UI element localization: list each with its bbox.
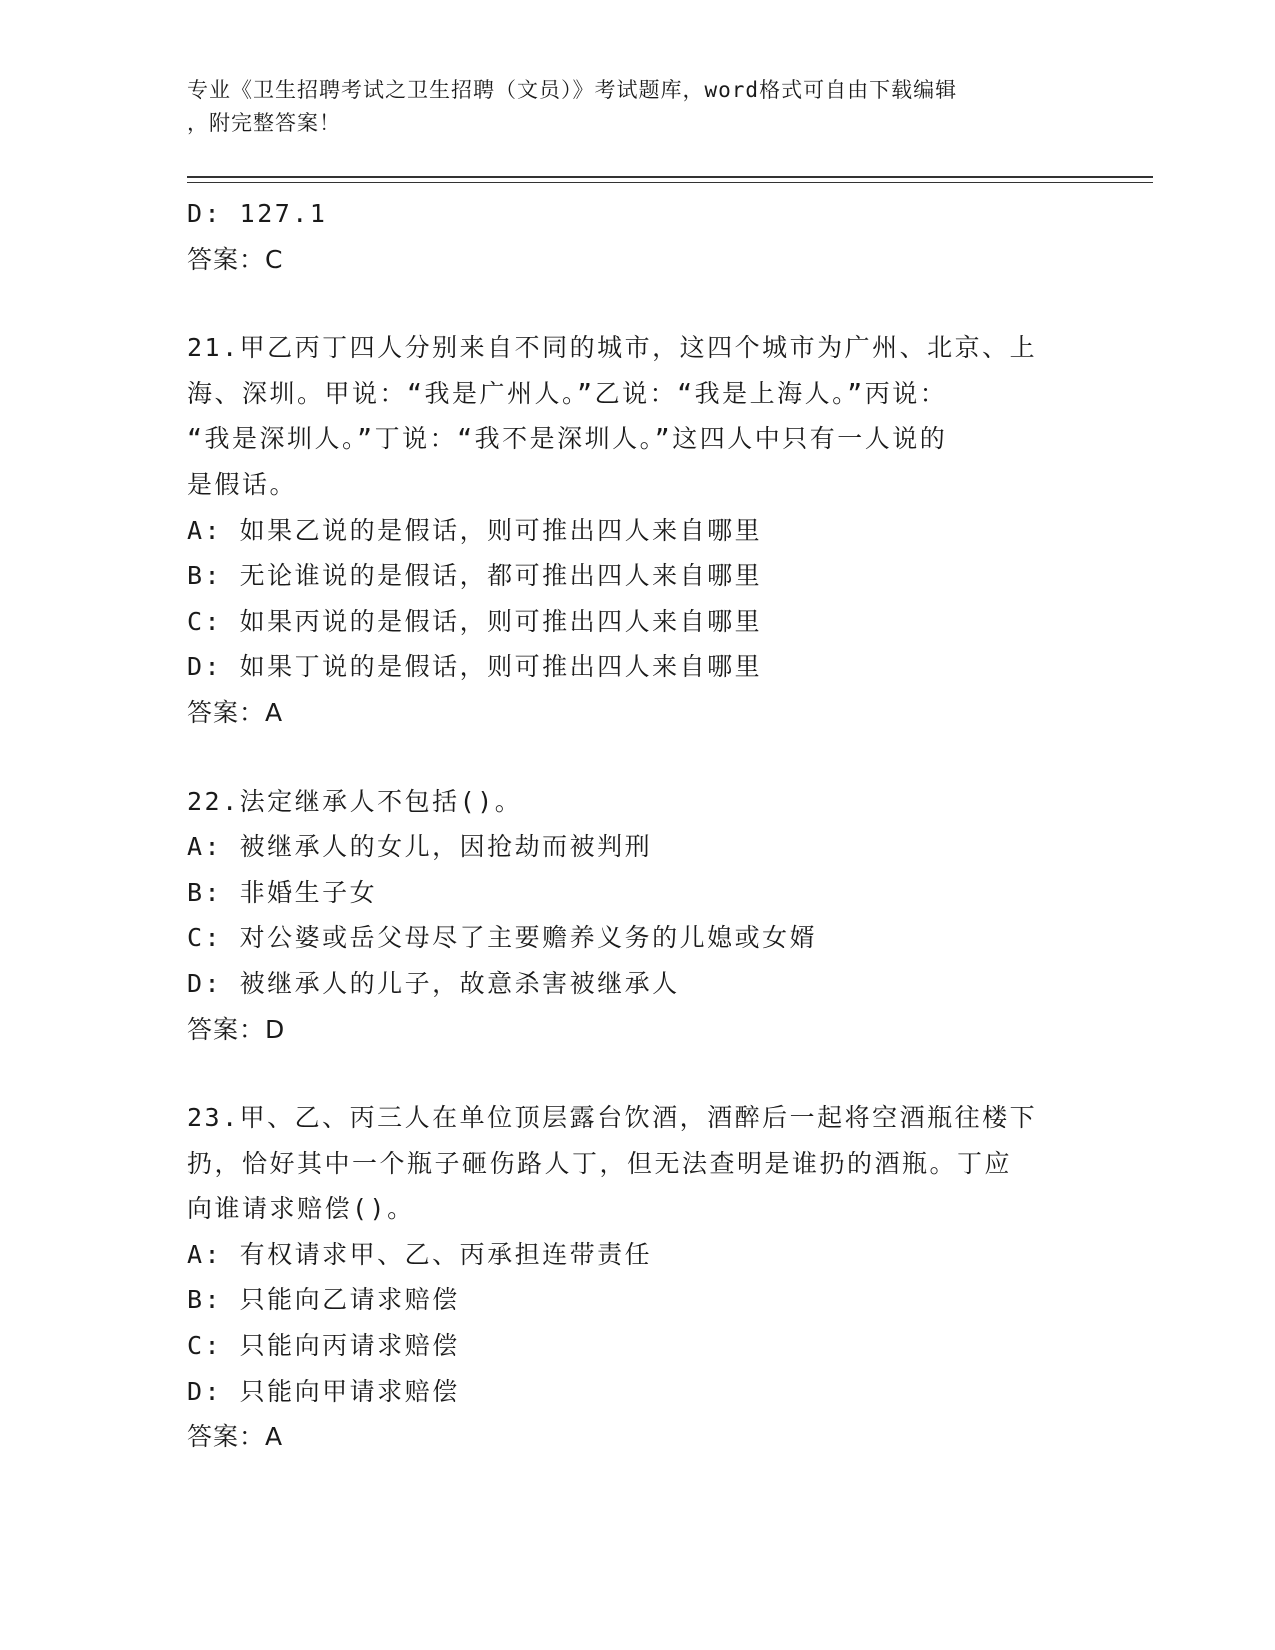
option-b: B: 非婚生子女: [187, 877, 378, 907]
option-c: C: 对公婆或岳父母尽了主要赡养义务的儿媳或女婿: [187, 923, 818, 953]
question-text-line: 22.法定继承人不包括()。: [187, 786, 523, 816]
answer-line: 答案：A: [187, 697, 284, 727]
question-content: [187, 191, 1087, 1460]
document-header: [187, 74, 1067, 140]
option-d: D: 只能向甲请求赔偿: [187, 1376, 460, 1406]
question-23: [187, 1095, 1087, 1460]
option-c: C: 如果丙说的是假话，则可推出四人来自哪里: [187, 606, 763, 636]
option-b: B: 只能向乙请求赔偿: [187, 1285, 460, 1315]
question-text-line: 21.甲乙丙丁四人分别来自不同的城市，这四个城市为广州、北京、上: [187, 333, 1038, 363]
answer-line: 答案：A: [187, 1422, 284, 1452]
answer-line: 答案：D: [187, 1014, 286, 1044]
question-22: [187, 779, 1087, 1053]
option-c: C: 只能向丙请求赔偿: [187, 1331, 460, 1361]
option-b: B: 无论谁说的是假话，都可推出四人来自哪里: [187, 561, 763, 591]
option-d: D: 127.1: [187, 199, 328, 228]
question-text-line: 23.甲、乙、丙三人在单位顶层露台饮酒，酒醉后一起将空酒瓶往楼下: [187, 1103, 1038, 1133]
header-line-1: 专业《卫生招聘考试之卫生招聘（文员）》考试题库，word格式可自由下载编辑: [187, 78, 958, 102]
answer-line: 答案：C: [187, 244, 284, 274]
option-a: A: 如果乙说的是假话，则可推出四人来自哪里: [187, 515, 763, 545]
header-rule-thin: [187, 182, 1153, 183]
option-d: D: 被继承人的儿子，故意杀害被继承人: [187, 968, 680, 998]
question-text-line: “我是深圳人。”丁说：“我不是深圳人。”这四人中只有一人说的: [187, 424, 948, 454]
question-text-line: 是假话。: [187, 469, 298, 499]
question-21: [187, 325, 1087, 735]
header-rule-thick: [187, 176, 1153, 178]
option-a: A: 有权请求甲、乙、丙承担连带责任: [187, 1239, 653, 1269]
question-text-line: 扔，恰好其中一个瓶子砸伤路人丁，但无法查明是谁扔的酒瓶。丁应: [187, 1148, 1013, 1178]
option-d: D: 如果丁说的是假话，则可推出四人来自哪里: [187, 652, 763, 682]
question-text-line: 向谁请求赔偿()。: [187, 1194, 415, 1224]
header-line-2: ，附完整答案！: [187, 111, 341, 135]
question-text-line: 海、深圳。甲说：“我是广州人。”乙说：“我是上海人。”丙说：: [187, 378, 948, 408]
option-a: A: 被继承人的女儿，因抢劫而被判刑: [187, 832, 653, 862]
